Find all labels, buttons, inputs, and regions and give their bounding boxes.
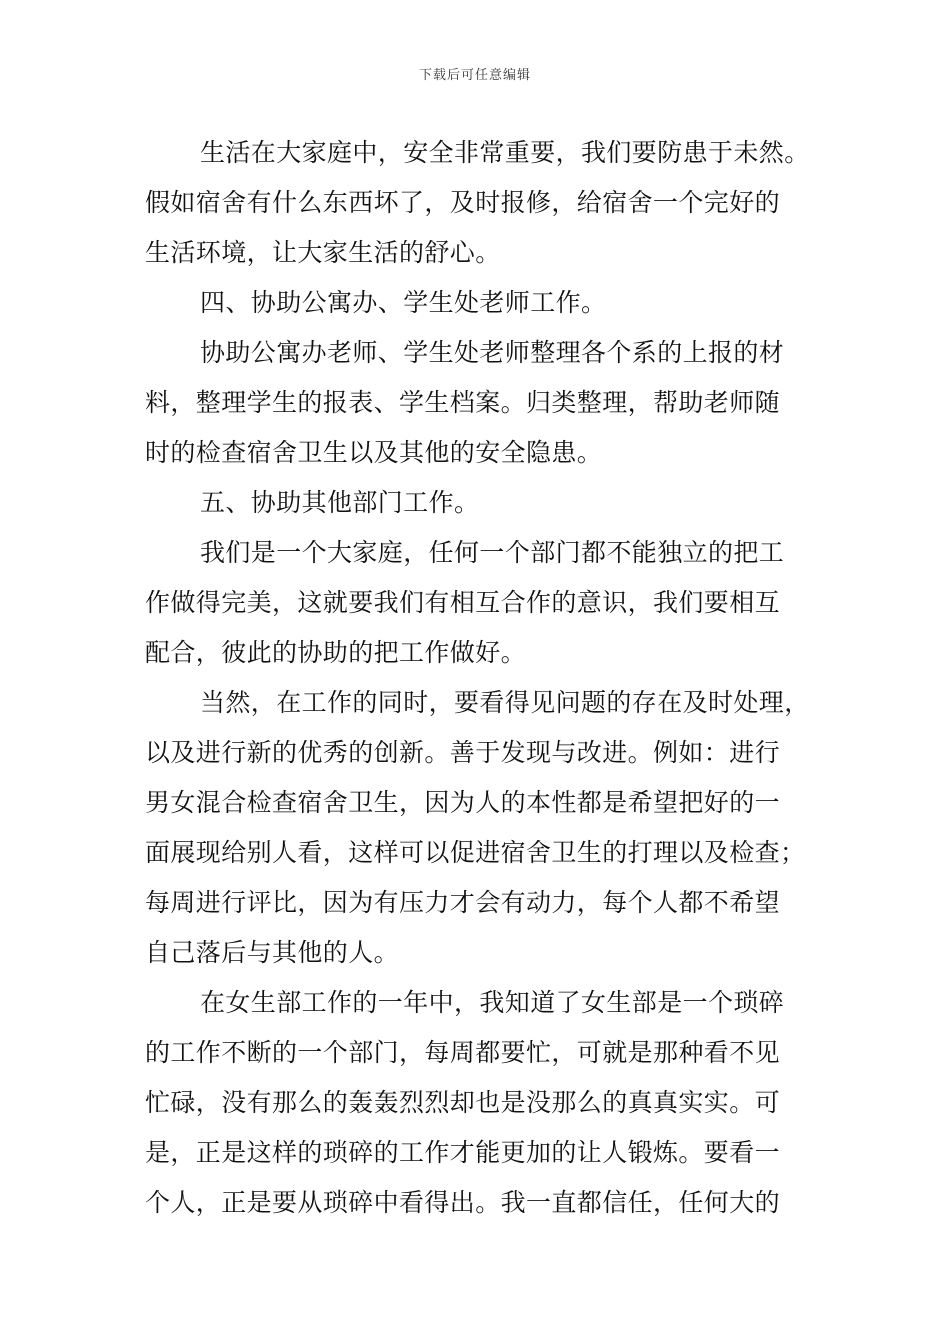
document-body — [145, 128, 825, 1228]
text-line: 以及进行新的优秀的创新。善于发现与改进。例如：进行 — [145, 738, 781, 767]
text-line: 在女生部工作的一年中，我知道了女生部是一个琐碎 — [200, 988, 785, 1017]
text-line: 个人，正是要从琐碎中看得出。我一直都信任，任何大的 — [145, 1188, 781, 1217]
text-line: 协助公寓办老师、学生处老师整理各个系的上报的材 — [200, 338, 785, 367]
page-header: 下载后可任意编辑 — [418, 68, 531, 83]
text-line: 男女混合检查宿舍卫生，因为人的本性都是希望把好的一 — [145, 788, 781, 817]
text-line: 面展现给别人看，这样可以促进宿舍卫生的打理以及检查； — [145, 838, 806, 867]
text-line: 作做得完美，这就要我们有相互合作的意识，我们要相互 — [145, 588, 781, 617]
section-heading-5: 五、协助其他部门工作。 — [200, 488, 480, 517]
text-line: 料，整理学生的报表、学生档案。归类整理，帮助老师随 — [145, 388, 781, 417]
text-line: 生活在大家庭中，安全非常重要，我们要防患于未然。 — [200, 138, 810, 167]
text-line: 是，正是这样的琐碎的工作才能更加的让人锻炼。要看一 — [145, 1138, 781, 1167]
text-line: 时的检查宿舍卫生以及其他的安全隐患。 — [145, 438, 603, 467]
text-line: 我们是一个大家庭，任何一个部门都不能独立的把工 — [200, 538, 785, 567]
text-line: 忙碌，没有那么的轰轰烈烈却也是没那么的真真实实。可 — [145, 1088, 781, 1117]
text-line: 的工作不断的一个部门，每周都要忙，可就是那种看不见 — [145, 1038, 781, 1067]
text-line: 每周进行评比，因为有压力才会有动力，每个人都不希望 — [145, 888, 781, 917]
text-line: 当然，在工作的同时，要看得见问题的存在及时处理， — [200, 688, 810, 717]
text-line: 假如宿舍有什么东西坏了，及时报修，给宿舍一个完好的 — [145, 188, 781, 217]
section-heading-4: 四、协助公寓办、学生处老师工作。 — [200, 288, 607, 317]
text-line: 配合，彼此的协助的把工作做好。 — [145, 638, 527, 667]
text-line: 自己落后与其他的人。 — [145, 938, 400, 967]
text-line: 生活环境，让大家生活的舒心。 — [145, 238, 501, 267]
